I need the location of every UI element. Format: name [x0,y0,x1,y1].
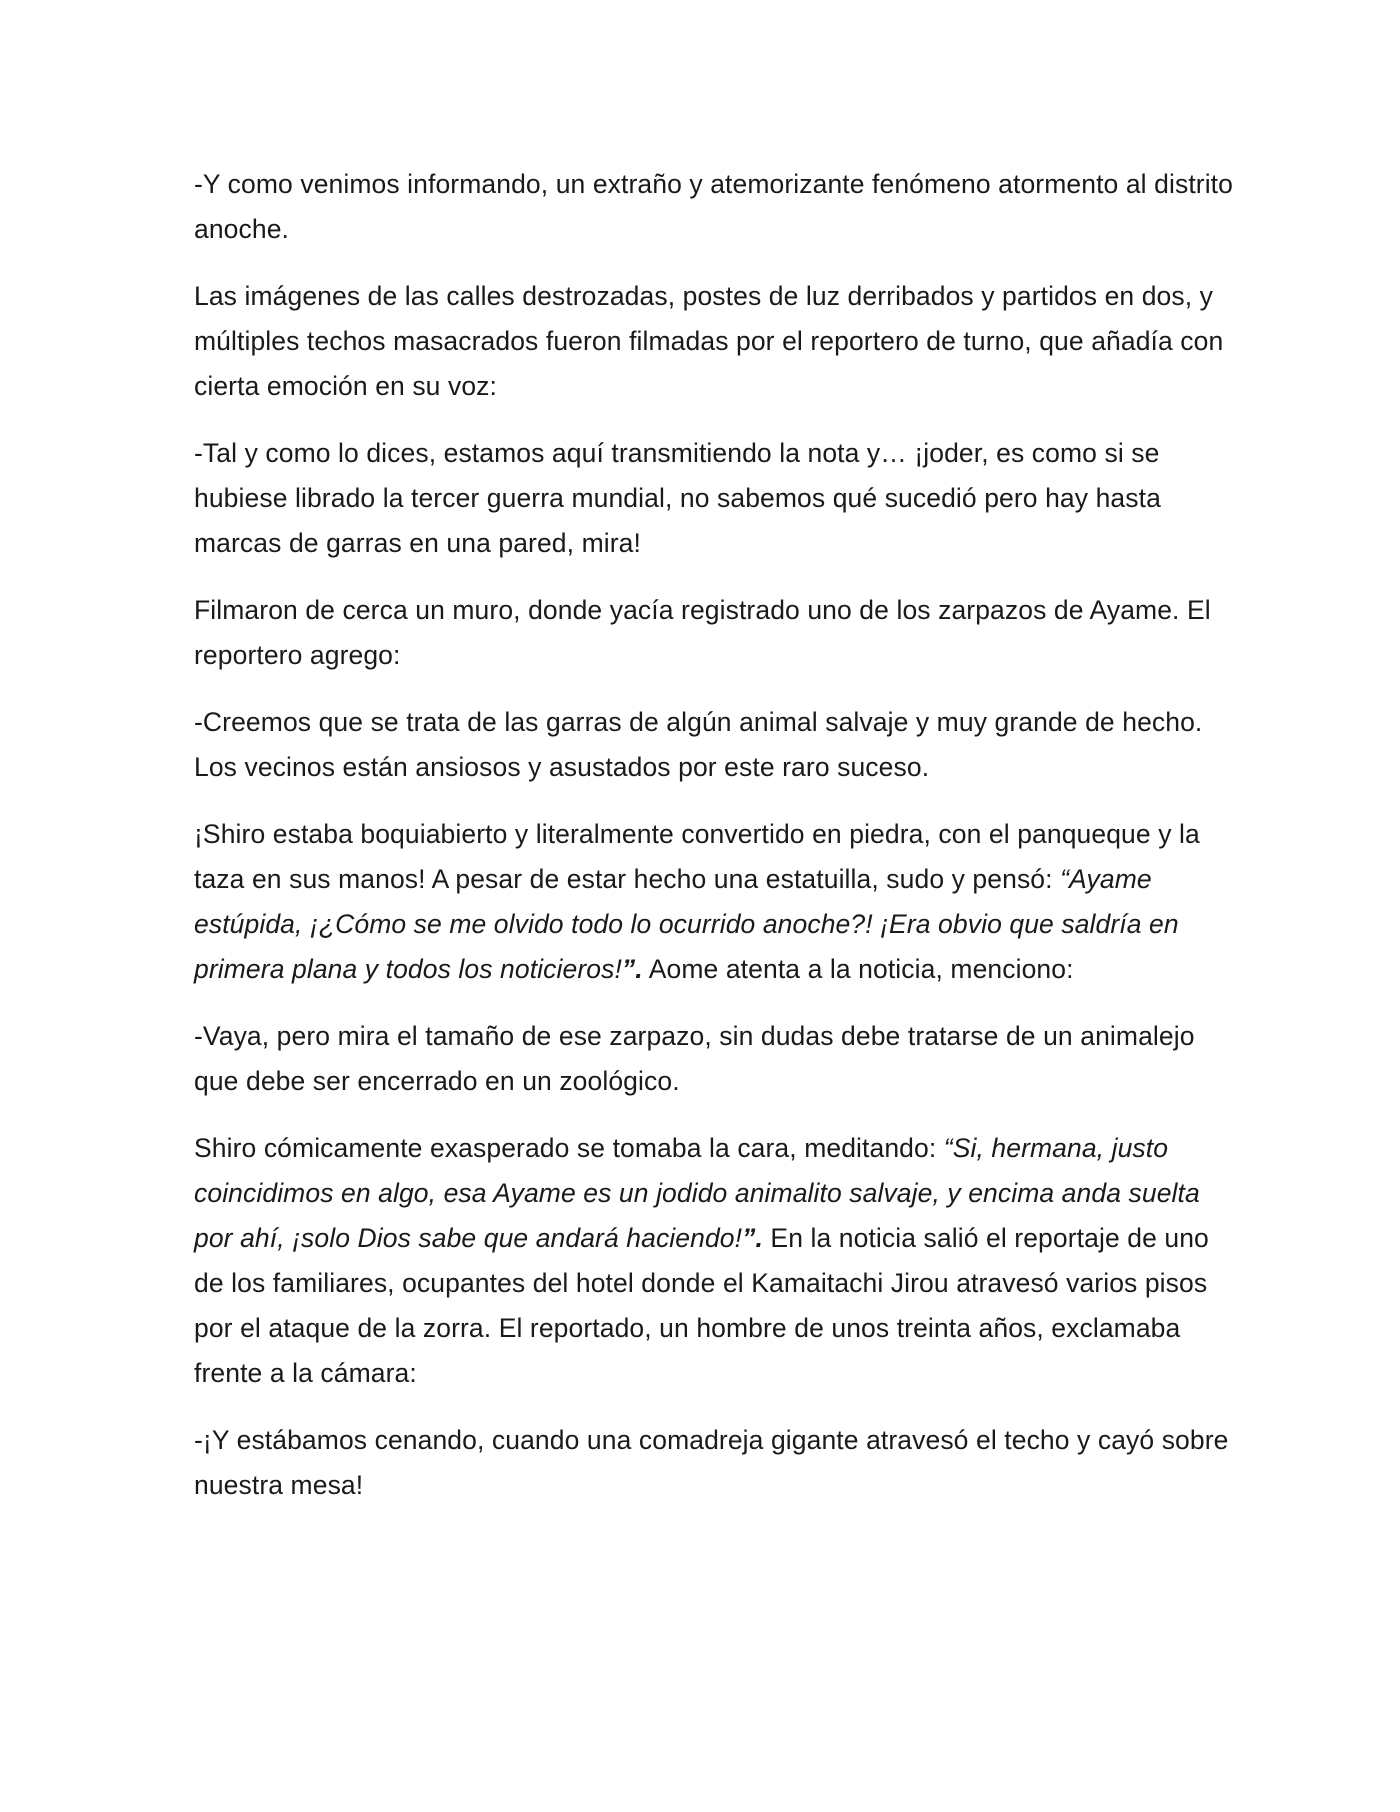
paragraph-text: Filmaron de cerca un muro, donde yacía registrado uno de los zarpazos de Ayame. El reportero agrego: [194,595,1211,670]
paragraph-text: En la noticia salió el reportaje de uno de los familiares, ocupantes del hotel donde el Kamaitachi Jirou atravesó varios pisos por el ataque de la zorra. El reportado, un hombre de unos treinta años, exclamaba frente a la cámara: [194,1223,1209,1388]
paragraph-text: -¡Y estábamos cenando, cuando una comadreja gigante atravesó el techo y cayó sobre nuestra mesa! [194,1425,1229,1500]
paragraph [194,274,1234,409]
paragraph-text: -Tal y como lo dices, estamos aquí transmitiendo la nota y… ¡joder, es como si se hubiese librado la tercer guerra mundial, no sabemos qué sucedió pero hay hasta marcas de garras en una pared, mira! [194,438,1161,558]
paragraph-text: -Creemos que se trata de las garras de algún animal salvaje y muy grande de hecho. Los vecinos están ansiosos y asustados por este raro suceso. [194,707,1203,782]
paragraph [194,1418,1234,1508]
paragraph [194,1014,1234,1104]
paragraph-text: Aome atenta a la noticia, menciono: [642,954,1074,984]
paragraph [194,162,1234,252]
document-page [194,162,1234,1530]
paragraph [194,700,1234,790]
paragraph-text: -Vaya, pero mira el tamaño de ese zarpazo, sin dudas debe tratarse de un animalejo que debe ser encerrado en un zoológico. [194,1021,1195,1096]
paragraph-text: Shiro cómicamente exasperado se tomaba la cara, meditando: [194,1133,944,1163]
inner-thought-text: “Ayame estúpida, ¡¿Cómo se me olvido todo lo ocurrido anoche?! ¡Era obvio que saldría en primera plana y todos los noticieros! [194,864,1179,984]
paragraph-text: Las imágenes de las calles destrozadas, postes de luz derribados y partidos en dos, y múltiples techos masacrados fueron filmadas por el reportero de turno, que añadía con cierta emoción en su voz: [194,281,1224,401]
paragraph [194,431,1234,566]
paragraph-text: ¡Shiro estaba boquiabierto y literalmente convertido en piedra, con el panqueque y la taza en sus manos! A pesar de estar hecho una estatuilla, sudo y pensó: [194,819,1200,894]
paragraph [194,588,1234,678]
inner-thought-text: “Si, hermana, justo coincidimos en algo, esa Ayame es un jodido animalito salvaje, y encima anda suelta por ahí, ¡solo Dios sabe que andará haciendo! [194,1133,1200,1253]
closing-quote: ”. [621,954,643,984]
closing-quote: ”. [742,1223,763,1253]
paragraph-text: -Y como venimos informando, un extraño y atemorizante fenómeno atormento al distrito anoche. [194,169,1233,244]
paragraph [194,1126,1234,1396]
paragraph [194,812,1234,992]
